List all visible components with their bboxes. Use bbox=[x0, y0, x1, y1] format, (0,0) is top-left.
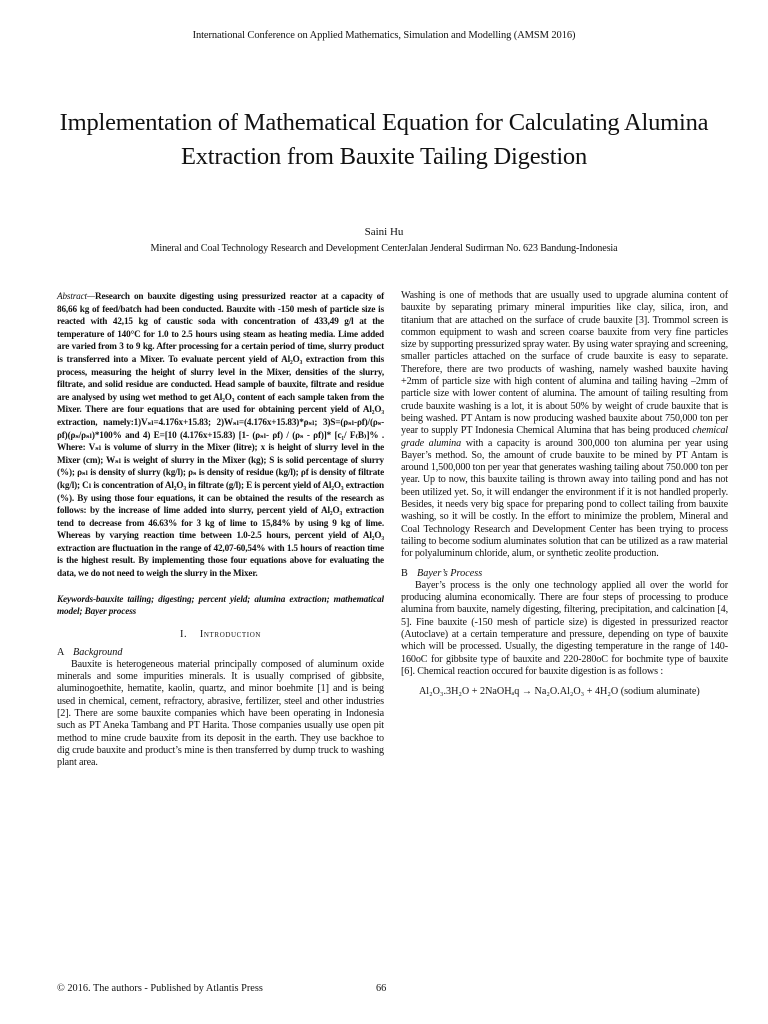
washing-italic-term: chemical grade alumina bbox=[401, 425, 728, 449]
abstract bbox=[57, 290, 384, 580]
author-affiliation: Mineral and Coal Technology Research and Development CenterJalan Jenderal Sudirman No. 623 Bandung-Indonesia bbox=[150, 243, 618, 254]
subsection-letter: A bbox=[57, 646, 65, 658]
section-number: I. bbox=[179, 629, 188, 641]
subsection-heading-background bbox=[57, 647, 384, 659]
section-heading-introduction bbox=[57, 629, 384, 641]
paper-title: Implementation of Mathematical Equation for Calculating Alumina Extraction from Bauxite Tailing Digestion bbox=[59, 109, 709, 170]
background-paragraph: Bauxite is heterogeneous material principally composed of aluminum oxide minerals and some impurities minerals. It is usually comprised of gibbsite, aluminogoethite, hematite, kaolin, quartz, and minor boehmite [1] and is being used in chemical, cement, refractory, abrasive, fertilizer, steel and other industries [2]. There are some bauxite companies which have been operating in Indonesia such as PT Aneka Tambang and PT Harita. Those companies usually use open pit method to mine crude bauxite from its deposit in the earth. They use backhoe to dig crude bauxite and product’s mine is then transferred by dump truck to washing plant area. bbox=[57, 658, 384, 769]
right-column bbox=[401, 290, 728, 699]
author-name: Saini Hu bbox=[364, 226, 404, 238]
subsection-title: Background bbox=[73, 646, 123, 658]
abstract-label: Abstract— bbox=[57, 291, 95, 301]
washing-text: Washing is one of methods that are usually used to upgrade alumina content of bauxite by separating primary mineral impurities like clay, silica, iron, and titanium that are attached on the surface of crude bauxite [3]. Trommol screen is common equipment to wash and screen coarse bauxite from very fine particles size by supporting pressurized spray water. By using water spraying and screening, smaller particles attached on the surface of crude bauxite is easy to separate. Therefore, there are two products of washing, namely washed bauxite having +2mm of particle size with high content of alumina and tailing having –2mm of particle size with lower content of alumina. The amount of tailing resulting from crude bauxite washing is a lot, it is about 50% by weight of crude bauxite that is being washed. PT Antam is now producing washed bauxite about 750,000 ton per year to supply PT Indonesia Chemical Alumina that has being produced bbox=[401, 290, 728, 437]
running-head: International Conference on Applied Mathematics, Simulation and Modelling (AMSM 2016) bbox=[192, 30, 576, 41]
keywords: Keywords-bauxite tailing; digesting; percent yield; alumina extraction; mathematical model; Bayer process bbox=[57, 593, 384, 616]
section-title: Introduction bbox=[199, 629, 262, 641]
page-number: 66 bbox=[376, 983, 387, 994]
washing-text-continued: with a capacity is around 300,000 ton alumina per year using Bayer’s method. So, the amount of crude bauxite to be mined by PT Antam is around 1,500,000 ton per year that generates washing tailing about 750.000 ton per year. Up to now, this bauxite tailing is thrown away into tailing pond and has not been utilized yet. So, it will endanger the environment if it is not handled properly. Besides, it needs very big space for preparing pond to collect tailing from bauxite washing, so it will be costly. In the effort to minimize the problem, Mineral and Coal Technology Research and Development Center has been trying to process tailing to become sodium aluminates solution that can be utilized as a raw material for polyaluminum chloride, alum, or synthetic zeolite production. bbox=[401, 437, 729, 560]
subsection-heading-bayer bbox=[401, 568, 728, 580]
chemical-equation: Al₂O₃.3H₂O + 2NaOHₐq → Na₂O.Al₂O₃ + 4H₂O (sodium aluminate) bbox=[419, 686, 700, 698]
left-column bbox=[57, 290, 384, 770]
bayer-paragraph: Bayer’s process is the only one technology applied all over the world for producing alumina economically. There are four steps of processing to produce alumina from bauxite, namely digesting, filtering, precipitation, and calcination [4, 5]. Fine bauxite (-150 mesh of particle size) is digested in pressurized reactor (Autoclave) at a certain temperature and pressure, depending on type of bauxite which will be processed. Usually, the digesting temperature in the range of 140-160oC for gibbsite type of bauxite and 220-280oC for bochmite type of bauxite [6]. Chemical reaction occured for bauxite digestion is as follows : bbox=[401, 579, 728, 677]
washing-paragraph bbox=[401, 290, 728, 561]
footer-copyright: © 2016. The authors - Published by Atlantis Press bbox=[57, 983, 263, 994]
subsection-title: Bayer’s Process bbox=[417, 567, 483, 579]
abstract-text: Research on bauxite digesting using pressurized reactor at a capacity of 86,66 kg of feed/batch had been conducted. Bauxite with -150 mesh of particle size is reacted with 42,15 kg of caustic soda with concentration of 433,49 g/l at the temperature of 140°C for 1.0 to 2.5 hours using steam as heating media. Lime added are varied from 3 to 9 kg. After processing for a certain period of time, slurry product is transferred into a Mixer. To evaluate percent yield of Al₂O₃ extraction from this process, measuring the height of slurry level in the Mixer, densities of the slurry, filtrate, and solid residue are conducted. Head sample of bauxite, filtrate and residue are analysed by using wet method to get Al₂O₃ content of each sample taken from the Mixer. There are four equations that are used for obtaining percent yield of Al₂O₃ extraction, namely:1)Vₛₗ=4.176x+15.83; 2)Wₛₗ=(4.176x+15.83)*ρₛₗ; 3)S=(ρₛₗ-ρf)/(ρₛ-ρf)(ρₛ/ρₛₗ)*100% and 4) E=[10 (4.176x+15.83) [1- (ρₛₗ- ρf) / (ρₛ - ρf)]* [c₁/ F₍B₎]% . Where: Vₛₗ is volume of slurry in the Mixer (litre); x is height of slurry level in the Mixer (cm); Wₛₗ is weight of slurry in the Mixer (kg); S is solid percentage of slurry (%); ρₛₗ is density of slurry (kg/l); ρₛ is density of residue (kg/l); ρf is density of filtrate (kg/l); Cₗ is concentration of Al₂O₃ in filtrate (g/l); E is percent yield of Al₂O₃ extraction (%). By using those four equations, it can be obtained the results of the research as follows: by the increase of lime added into slurry, percent yield of Al₂O₃ extraction tend to decrease from 46.63% for 3 kg of lime to 15,84% by using 9 kg of lime. Whereas by varying reaction time between 1.0-2.5 hours, percent yield of Al₂O₃ extraction are fluctuation in the range of 42,07-60,54% with 1.5 hours of reaction time is the highest result. By implementing those four equations above for evaluating the data, we do not need to weigh the slurry in the Mixer. bbox=[57, 291, 384, 579]
subsection-letter: B bbox=[401, 567, 408, 579]
